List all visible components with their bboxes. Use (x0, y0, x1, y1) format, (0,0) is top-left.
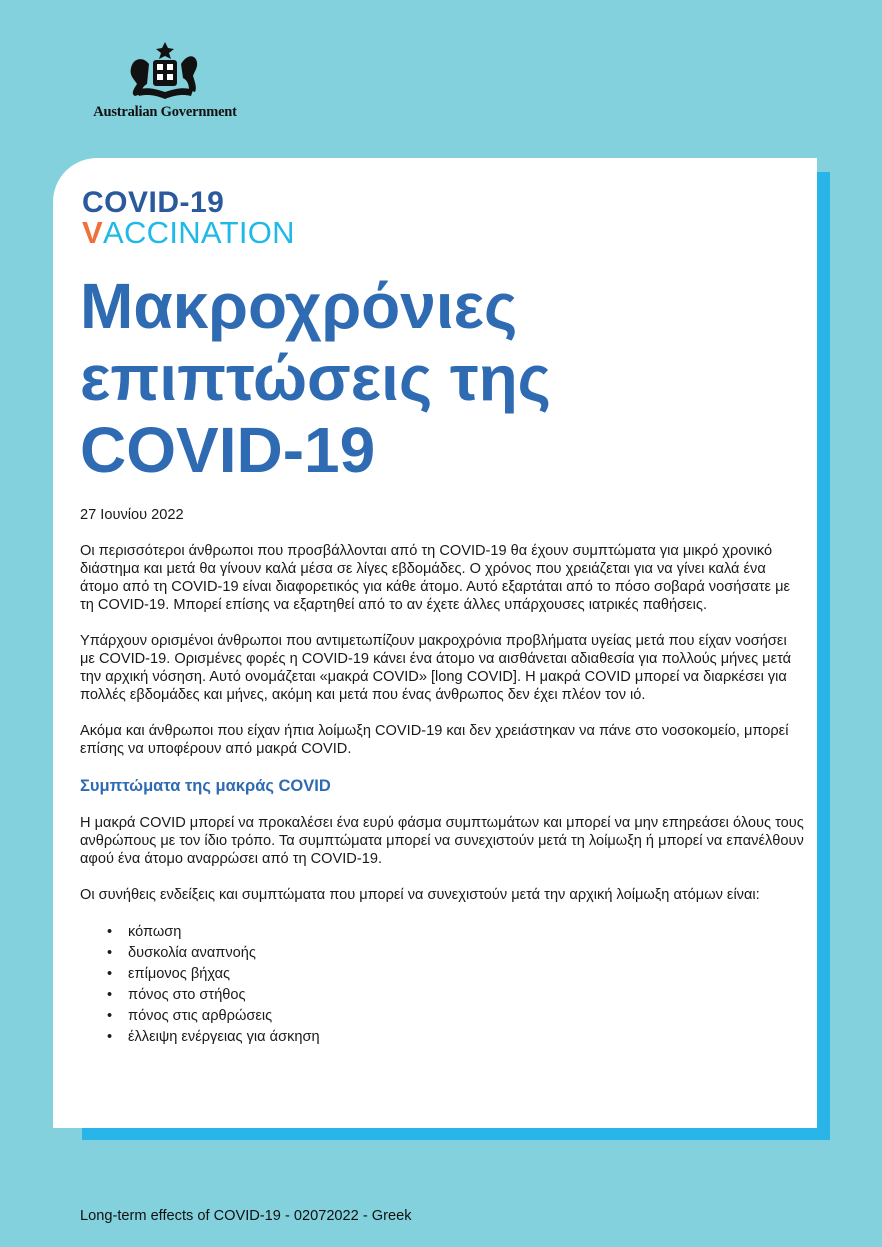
footer-reference: Long-term effects of COVID-19 - 02072022 - Greek (80, 1208, 412, 1224)
government-name: Australian Government (93, 104, 237, 120)
list-item (80, 964, 805, 985)
section-heading: Συμπτώματα της μακράς COVID (80, 777, 331, 795)
document-body (80, 506, 805, 1048)
publication-date: 27 Ιουνίου 2022 (80, 507, 184, 523)
title-line: επιπτώσεις της (80, 342, 551, 414)
list-item (80, 1006, 805, 1027)
list-item (80, 922, 805, 943)
page-title (80, 270, 780, 486)
logo-check-v: V (82, 215, 103, 250)
bullet-icon: • (107, 987, 113, 1003)
symptom-list (80, 922, 805, 1048)
section-paragraph: Η μακρά COVID μπορεί να προκαλέσει ένα ευρύ φάσμα συμπτωμάτων και μπορεί να μην επηρεάσει όλους τους ανθρώπους με τον ίδιο τρόπο. Τα συμπτώματα μπορεί να συνεχιστούν μετά τη λοίμωξη ή μπορεί να επανέλθουν αφού ένα άτομο αναρρώσει από τη COVID-19. (80, 815, 804, 867)
bullet-icon: • (107, 945, 113, 961)
symptom-text: δυσκολία αναπνοής (128, 945, 256, 961)
symptom-text: έλλειψη ενέργειας για άσκηση (128, 1029, 320, 1045)
intro-paragraph: Ακόμα και άνθρωποι που είχαν ήπια λοίμωξη COVID-19 και δεν χρειάστηκαν να πάνε στο νοσοκομείο, μπορεί επίσης να υποφέρουν από μακρά COVID. (80, 723, 789, 757)
bullet-icon: • (107, 1008, 113, 1024)
government-branding (80, 40, 250, 121)
section-paragraph: Οι συνήθεις ενδείξεις και συμπτώματα που μπορεί να συνεχιστούν μετά την αρχική λοίμωξη ατόμων είναι: (80, 887, 760, 903)
logo-line-vaccination (82, 216, 295, 250)
logo-line-covid: COVID-19 (82, 186, 225, 219)
title-line: COVID-19 (80, 414, 376, 486)
bullet-icon: • (107, 1029, 113, 1045)
symptom-text: επίμονος βήχας (128, 966, 231, 982)
logo-vaccination-text: ACCINATION (102, 215, 295, 250)
bullet-icon: • (107, 966, 113, 982)
intro-paragraph: Οι περισσότεροι άνθρωποι που προσβάλλονται από τη COVID-19 θα έχουν συμπτώματα για μικρό χρονικό διάστημα και μετά θα γίνουν καλά μέσα σε λίγες εβδομάδες. Ο χρόνος που χρειάζεται για να γίνει καλά ένα άτομο από τη COVID-19 είναι διαφορετικός για κάθε άτομο. Αυτό εξαρτάται από το πόσο σοβαρά νοσήσατε με τη COVID-19. Μπορεί επίσης να εξαρτηθεί από το αν έχετε άλλες υπάρχουσες ιατρικές παθήσεις. (80, 543, 791, 613)
bullet-icon: • (107, 924, 113, 940)
covid-vaccination-logo (82, 186, 322, 252)
symptom-text: πόνος στις αρθρώσεις (128, 1008, 273, 1024)
list-item (80, 985, 805, 1006)
intro-paragraph: Υπάρχουν ορισμένοι άνθρωποι που αντιμετωπίζουν μακροχρόνια προβλήματα υγείας μετά που είχαν νοσήσει με COVID-19. Ορισμένες φορές η COVID-19 κάνει ένα άτομο να αισθάνεται αδιαθεσία για πολλούς μήνες μετά την αρχική νόσηση. Αυτό ονομάζεται «μακρά COVID» [long COVID]. Η μακρά COVID μπορεί να διαρκέσει για πολλές εβδομάδες και μήνες, ακόμη και μετά που ένας άνθρωπος δεν έχει πλέον τον ιό. (80, 633, 792, 703)
symptom-text: κόπωση (128, 924, 182, 940)
coat-of-arms-icon (119, 40, 211, 102)
title-line: Μακροχρόνιες (80, 270, 518, 342)
list-item (80, 943, 805, 964)
list-item (80, 1027, 805, 1048)
symptom-text: πόνος στο στήθος (128, 987, 246, 1003)
